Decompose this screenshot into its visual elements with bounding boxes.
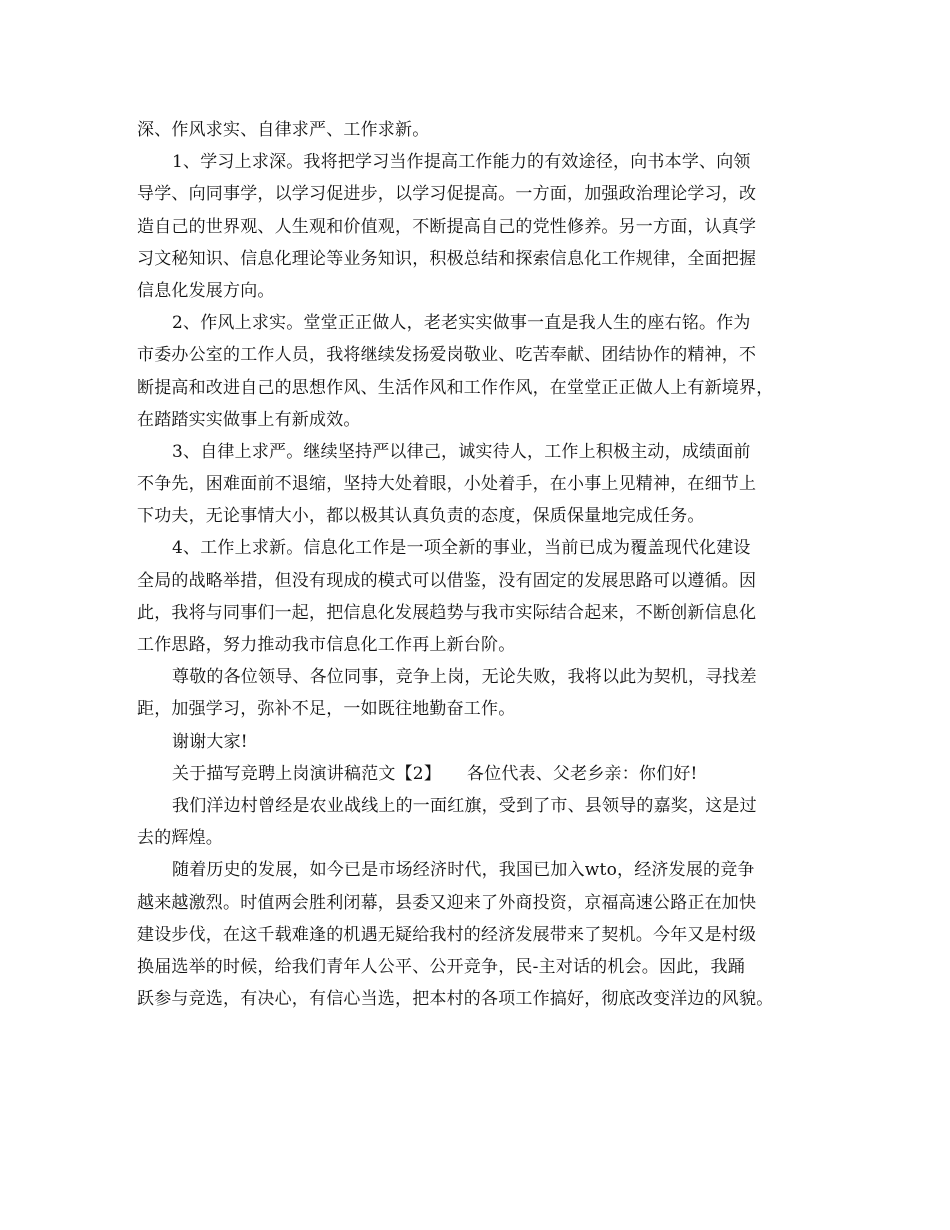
text-line: 此，我将与同事们一起，把信息化发展趋势与我市实际结合起来，不断创新信息化 <box>137 602 757 623</box>
text-line: 2、作风上求实。堂堂正正做人，老老实实做事一直是我人生的座右铭。作为 <box>172 313 751 334</box>
paragraph-village-history <box>137 790 827 854</box>
text-line: 工作思路，努力推动我市信息化工作再上新台阶。 <box>137 635 516 655</box>
paragraph-study <box>137 146 827 307</box>
text-line: 1、学习上求深。我将把学习当作提高工作能力的有效途径，向书本学、向领 <box>172 152 751 173</box>
paragraph-innovation <box>137 532 827 661</box>
text-line: 越来越激烈。时值两会胜利闭幕，县委又迎来了外商投资，京福高速公路正在加快 <box>137 892 757 913</box>
text-line: 3、自律上求严。继续坚持严以律己，诚实待人，工作上积极主动，成绩面前 <box>172 441 751 462</box>
text-line: 造自己的世界观、人生观和价值观，不断提高自己的党性修养。另一方面，认真学 <box>137 216 757 237</box>
document-body <box>137 114 827 1015</box>
text-line: 谢谢大家! <box>172 731 248 752</box>
text-line: 我们洋边村曾经是农业战线上的一面红旗，受到了市、县领导的嘉奖，这是过 <box>172 795 757 816</box>
text-line: 习文秘知识、信息化理论等业务知识，积极总结和探索信息化工作规律，全面把握 <box>137 248 757 269</box>
text-line: 随着历史的发展，如今已是市场经济时代，我国已加入wto，经济发展的竞争 <box>172 860 755 881</box>
paragraph-style <box>137 307 827 436</box>
paragraph-discipline <box>137 436 827 533</box>
text-line: 建设步伐，在这千载难逢的机遇无疑给我村的经济发展带来了契机。今年又是村级 <box>137 924 757 945</box>
text-line: 断提高和改进自己的思想作风、生活作风和工作作风，在堂堂正正做人上有新境界， <box>137 377 774 398</box>
text-line: 市委办公室的工作人员，我将继续发扬爱岗敬业、吃苦奉献、团结协作的精神，不 <box>137 345 757 366</box>
paragraph-development <box>137 854 827 1015</box>
text-line: 导学、向同事学，以学习促进步，以学习促提高。一方面，加强政治理论学习，改 <box>137 184 757 205</box>
text-line: 去的辉煌。 <box>137 828 223 849</box>
text-line: 信息化发展方向。 <box>137 280 275 301</box>
text-line: 深、作风求实、自律求严、工作求新。 <box>137 120 430 140</box>
text-line: 尊敬的各位领导、各位同事，竞争上岗，无论失败，我将以此为契机，寻找差 <box>172 667 757 688</box>
paragraph-closing <box>137 661 827 725</box>
text-line: 距，加强学习，弥补不足，一如既往地勤奋工作。 <box>137 699 516 720</box>
text-line: 换届选举的时候，给我们青年人公平、公开竞争，民-主对话的机会。因此，我踊 <box>137 956 745 977</box>
text-line: 全局的战略举措，但没有现成的模式可以借鉴，没有固定的发展思路可以遵循。因 <box>137 570 757 591</box>
text-line: 关于描写竞聘上岗演讲稿范文【2】 各位代表、父老乡亲：你们好! <box>172 763 698 784</box>
text-line: 不争先，困难面前不退缩，坚持大处着眼，小处着手，在小事上见精神，在细节上 <box>137 474 757 495</box>
paragraph-section-heading <box>137 758 827 790</box>
paragraph-thanks <box>137 726 827 758</box>
paragraph-intro-end <box>137 114 827 146</box>
text-line: 4、工作上求新。信息化工作是一项全新的事业，当前已成为覆盖现代化建设 <box>172 538 751 559</box>
text-line: 在踏踏实实做事上有新成效。 <box>137 409 361 430</box>
text-line: 下功夫，无论事情大小，都以极其认真负责的态度，保质保量地完成任务。 <box>137 506 705 527</box>
text-line: 跃参与竞选，有决心，有信心当选，把本村的各项工作搞好，彻底改变洋边的风貌。 <box>137 989 774 1010</box>
